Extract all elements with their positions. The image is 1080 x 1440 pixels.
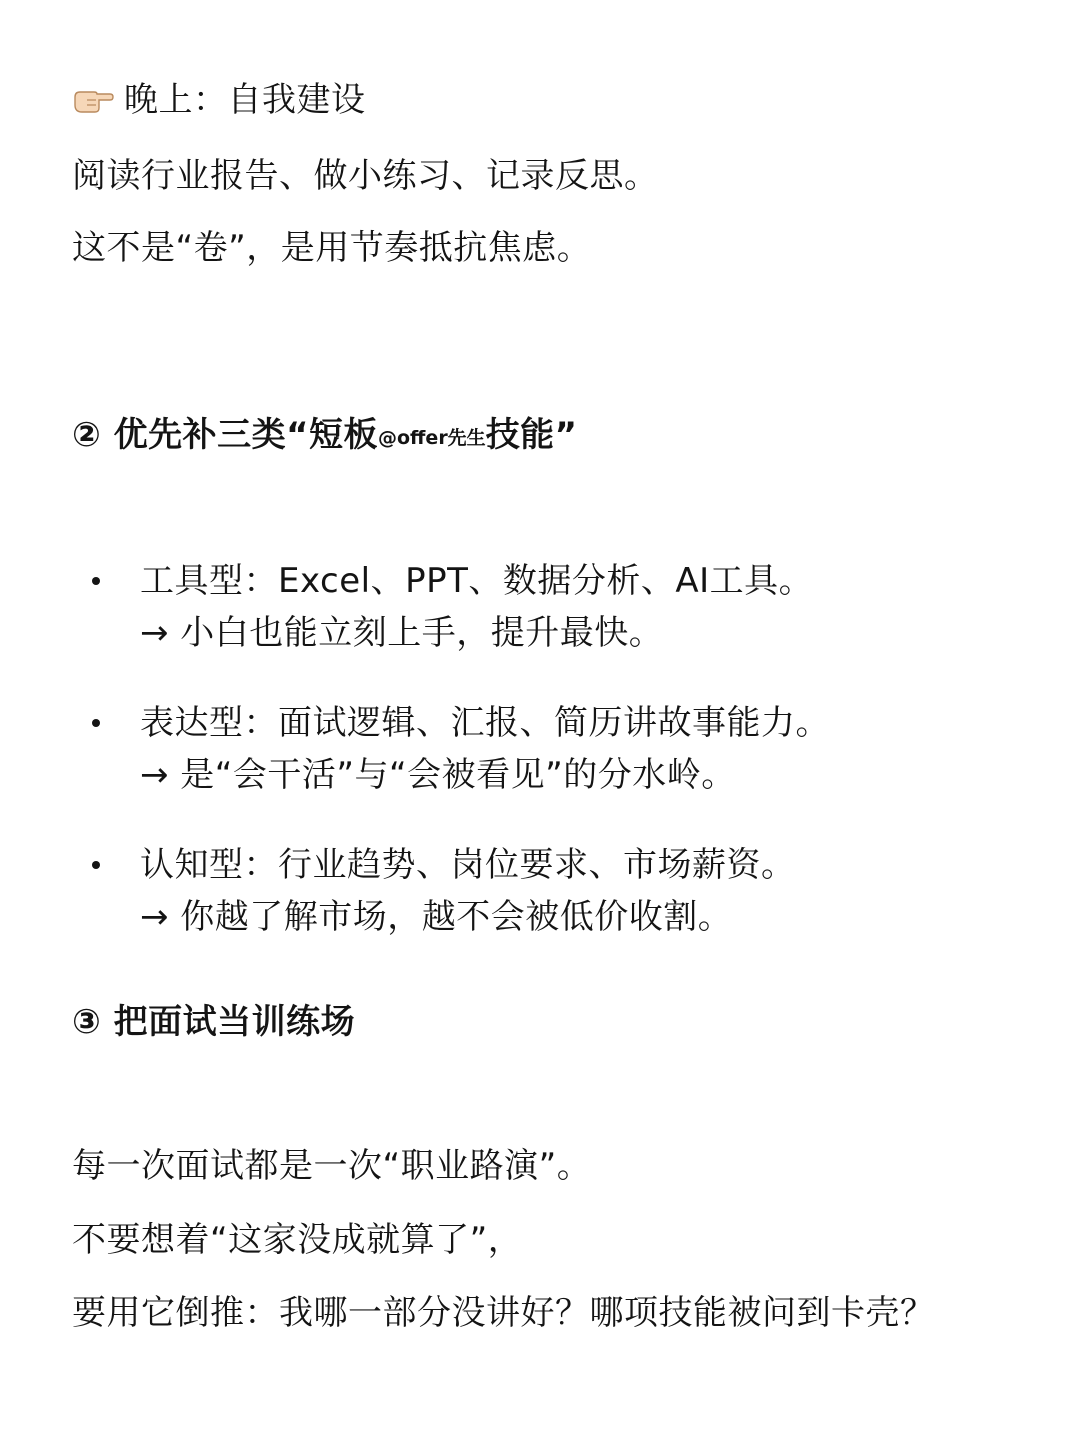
list-item-main: 认知型：行业趋势、岗位要求、市场薪资。 (140, 845, 796, 885)
list-item (72, 839, 1040, 943)
evening-line-1: 阅读行业报告、做小练习、记录反思。 (72, 156, 659, 196)
bullet-dot (92, 719, 100, 727)
section-3-line-2: 不要想着“这家没成就算了”， (72, 1220, 523, 1260)
section-3-line-3: 要用它倒推：我哪一部分没讲好？哪项技能被问到卡壳？ (72, 1293, 935, 1333)
bullet-dot (92, 861, 100, 869)
list-item-sub: → 是“会干活”与“会被看见”的分水岭。 (140, 755, 736, 795)
list-item-sub: → 小白也能立刻上手，提升最快。 (140, 613, 664, 653)
evening-line-2: 这不是“卷”，是用节奏抵抗焦虑。 (72, 228, 592, 268)
section-2-title-prefix: ② 优先补三类“短板 (72, 415, 378, 455)
watermark-text: @offer先生 (377, 427, 486, 449)
section-3-heading: ③ 把面试当训练场 (72, 1002, 356, 1042)
pointing-hand-icon (72, 83, 114, 117)
section-3-line-1: 每一次面试都是一次“职业路演”。 (72, 1146, 592, 1186)
list-item-main: 工具型：Excel、PPT、数据分析、AI工具。 (140, 561, 814, 601)
evening-heading (72, 78, 1040, 122)
section-2-title-suffix: 技能” (485, 415, 578, 455)
skill-list (72, 555, 1040, 981)
list-item (72, 697, 1040, 801)
section-2-heading (72, 413, 1040, 460)
list-item (72, 555, 1040, 659)
bullet-dot (92, 577, 100, 585)
evening-title: 晚上：自我建设 (124, 80, 366, 120)
list-item-sub: → 你越了解市场，越不会被低价收割。 (140, 897, 733, 937)
list-item-main: 表达型：面试逻辑、汇报、简历讲故事能力。 (140, 703, 830, 743)
